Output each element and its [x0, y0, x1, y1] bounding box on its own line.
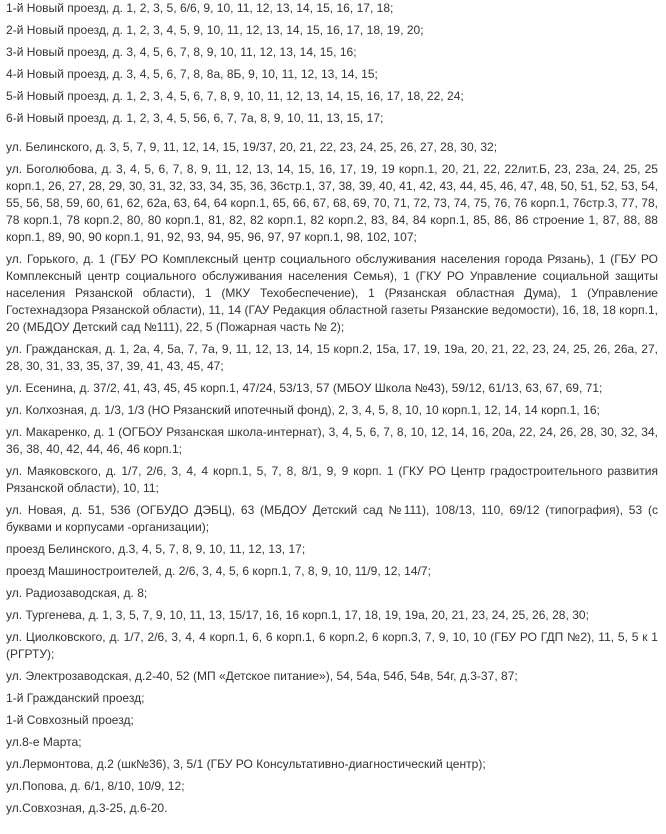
address-line-4-novyi-proezd: 4-й Новый проезд, д. 3, 4, 5, 6, 7, 8, 8а, 8Б, 9, 10, 11, 12, 13, 14, 15; [6, 67, 378, 81]
address-line-1-grazhdanskii-proezd: 1-й Гражданский проезд; [6, 691, 145, 705]
address-line-esenina: ул. Есенина, д. 37/2, 41, 43, 45, 45 корп.1, 47/24, 53/13, 57 (МБОУ Школа №43), 59/12, 61/13, 63, 67, 69, 71; [6, 381, 603, 395]
address-line-belinskogo: ул. Белинского, д. 3, 5, 7, 9, 11, 12, 14, 15, 19/37, 20, 21, 22, 23, 24, 25, 26, 27, 28, 30, 32; [6, 140, 498, 154]
address-line-turgeneva: ул. Тургенева, д. 1, 3, 5, 7, 9, 10, 11, 13, 15/17, 16, 16 корп.1, 17, 18, 19, 19а, 20, 21, 23, 24, 25, 26, 28, 30; [6, 608, 589, 622]
address-line-tsiolkovskogo: ул. Циолковского, д. 1/7, 2/6, 3, 4, 4 корп.1, 6, 6 корп.1, 6 корп.2, 6 корп.3, 7, 9, 10, 10 (ГБУ РО ГДП №2), 11, 5, 5 к 1 (РГРТУ); [6, 630, 658, 661]
address-line-5-novyi-proezd: 5-й Новый проезд, д. 1, 2, 3, 4, 5, 6, 7, 8, 9, 10, 11, 12, 13, 14, 15, 16, 17, 18, 22, 24; [6, 89, 464, 103]
address-list-document [6, 0, 658, 822]
section-gap [6, 132, 658, 139]
address-line-2-novyi-proezd: 2-й Новый проезд, д. 1, 2, 3, 4, 5, 9, 10, 11, 12, 13, 14, 15, 16, 17, 18, 19, 20; [6, 23, 424, 37]
address-line-radiozavodskaya: ул. Радиозаводская, д. 8; [6, 586, 148, 600]
address-line-kolkhoznaya: ул. Колхозная, д. 1/3, 1/3 (НО Рязанский ипотечный фонд), 2, 3, 4, 5, 8, 10, 10 корп.1, 12, 14, 14 корп.1, 16; [6, 403, 600, 417]
address-line-mayakovskogo: ул. Маяковского, д. 1/7, 2/6, 3, 4, 4 корп.1, 5, 7, 8, 8/1, 9, 9 корп. 1 (ГКУ РО Центр градостроительного развития Рязанской области), 10, 11; [6, 464, 658, 495]
address-line-lermontova: ул.Лермонтова, д.2 (шк№36), 3, 5/1 (ГБУ РО Консультативно-диагностический центр); [6, 757, 486, 771]
address-line-gorkogo: ул. Горького, д. 1 (ГБУ РО Комплексный центр социального обслуживания населения города Рязань), 1 (ГБУ РО Комплексный центр социального обслуживания населения Семья), 1 (ГКУ РО Управление социальной защиты населения Рязанской области), 1 (МКУ Техобеспечение), 1 (Рязанская областная Дума), 1 (Управление Гостехнадзора Рязанской области), 11, 14 (ГАУ Редакция областной газеты Рязанские ведомости), 16, 18, 18 корп.1, 20 (МБДОУ Детский сад №111), 22, 5 (Пожарная часть № 2); [6, 252, 658, 334]
address-line-1-novyi-proezd: 1-й Новый проезд, д. 1, 2, 3, 5, 6/6, 9, 10, 11, 12, 13, 14, 15, 16, 17, 18; [6, 1, 394, 15]
address-line-bogolyubova: ул. Боголюбова, д. 3, 4, 5, 6, 7, 8, 9, 11, 12, 13, 14, 15, 16, 17, 19, 19 корп.1, 20, 21, 22, 22лит.Б, 23, 23а, 24, 25, 25 корп.1, 26, 27, 28, 29, 30, 31, 32, 33, 34, 35, 36, 36стр.1, 37, 38, 39, 40, 41, 42, 43, 44, 45, 46, 47, 48, 50, 51, 52, 53, 54, 55, 56, 58, 59, 60, 61, 62, 62а, 63, 64, 64 корп.1, 65, 66, 67, 68, 69, 70, 71, 72, 73, 74, 75, 76, 76 корп.1, 76стр.3, 77, 78, 78 корп.1, 78 корп.2, 80, 80 корп.1, 81, 82, 82 корп.1, 82 корп.2, 83, 84, 84 корп.1, 85, 86, 86 строение 1, 87, 88, 88 корп.1, 89, 90, 90 корп.1, 91, 92, 93, 94, 95, 96, 97, 97 корп.1, 98, 102, 107; [6, 162, 658, 244]
address-line-3-novyi-proezd: 3-й Новый проезд, д. 3, 4, 5, 6, 7, 8, 9, 10, 11, 12, 13, 14, 15, 16; [6, 45, 357, 59]
address-line-grazhdanskaya: ул. Гражданская, д. 1, 2а, 4, 5а, 7, 7а, 9, 11, 12, 13, 14, 15 корп.2, 15а, 17, 19, 19а, 20, 21, 22, 23, 24, 25, 26, 26а, 27, 28, 30, 31, 33, 35, 37, 39, 41, 43, 45, 47; [6, 342, 658, 373]
address-line-sovkhoznaya: ул.Совхозная, д.3-25, д.6-20. [6, 801, 168, 815]
address-line-1-sovkhoznyi-proezd: 1-й Совхозный проезд; [6, 713, 134, 727]
address-line-proezd-mashinostroitelei: проезд Машиностроителей, д. 2/6, 3, 4, 5, 6 корп.1, 7, 8, 9, 10, 11/9, 12, 14/7; [6, 564, 431, 578]
address-line-novaya: ул. Новая, д. 51, 536 (ОГБУДО ДЭБЦ), 63 (МБДОУ Детский сад №111), 108/13, 110, 69/12 (типография), 53 (с буквами и корпусами -организации); [6, 503, 658, 534]
address-line-popova: ул.Попова, д. 6/1, 8/10, 10/9, 12; [6, 779, 185, 793]
address-line-8-marta: ул.8-е Марта; [6, 735, 82, 749]
address-line-makarenko: ул. Макаренко, д. 1 (ОГБОУ Рязанская школа-интернат), 3, 4, 5, 6, 7, 8, 10, 12, 14, 16, 20а, 22, 24, 26, 28, 30, 32, 34, 36, 38, 40, 42, 44, 46, 46 корп.1; [6, 425, 658, 456]
address-line-elektrozavodskaya: ул. Электрозаводская, д.2-40, 52 (МП «Детское питание»), 54, 54а, 54б, 54в, 54г, д.3-37, 87; [6, 669, 518, 683]
address-line-6-novyi-proezd: 6-й Новый проезд, д. 1, 2, 3, 4, 5, 56, 6, 7, 7а, 8, 9, 10, 11, 13, 15, 17; [6, 111, 384, 125]
address-line-proezd-belinskogo: проезд Белинского, д.3, 4, 5, 7, 8, 9, 10, 11, 12, 13, 17; [6, 542, 306, 556]
